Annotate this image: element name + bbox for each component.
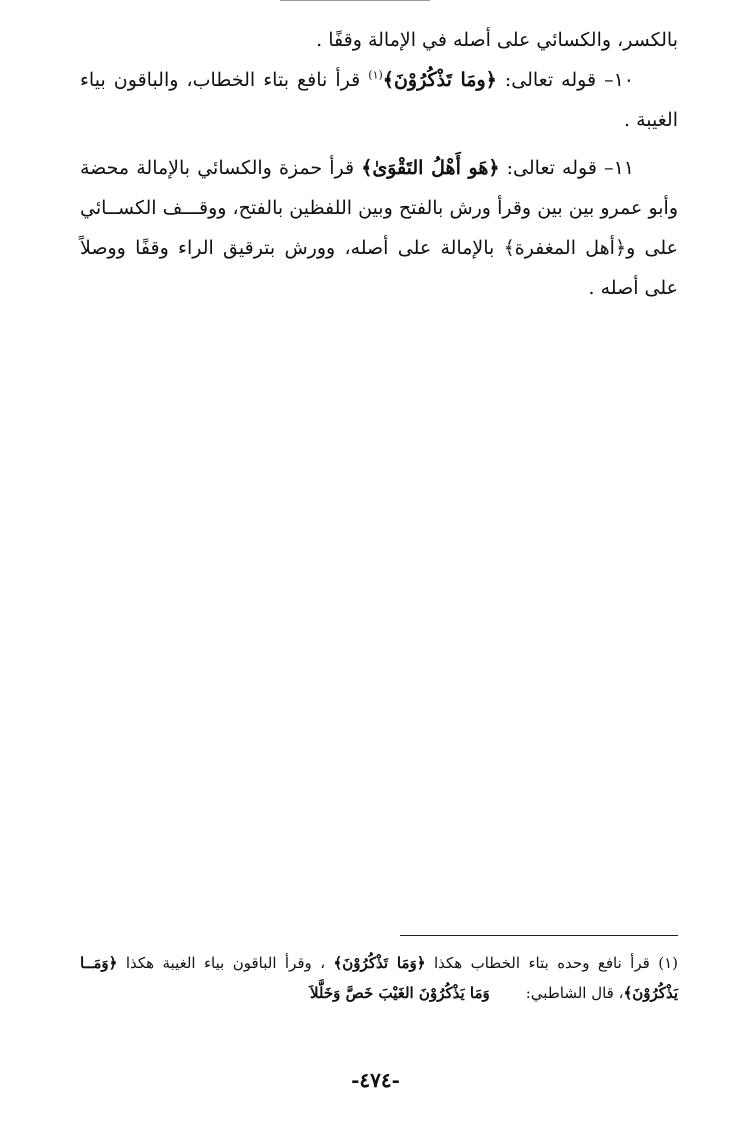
ornate-bracket-close: ﴾ xyxy=(382,69,394,91)
footnote-text-1: قرأ نافع وحده بتاء الخطاب هكذا xyxy=(425,954,659,972)
shatibi-verse: وَمَا يَذْكُرُوْنَ الغَيْبَ خَصَّ وَخَلَّلاَ xyxy=(309,984,490,1002)
item-10 xyxy=(80,60,678,140)
ornate-bracket-close: ﴾ xyxy=(333,954,343,972)
quoted-phrase: أهل المغفرة xyxy=(514,237,615,259)
ornate-bracket-open: ﴿ xyxy=(485,69,497,91)
main-text xyxy=(80,20,678,308)
ornate-bracket-close: ﴾ xyxy=(361,157,373,179)
ornate-bracket-open: ﴿ xyxy=(108,954,118,972)
footnote-text-2: ، وقرأ الباقون بياء الغيبة هكذا xyxy=(117,954,334,972)
quran-verse: ومَا تَذْكُرُوْنَ xyxy=(393,69,486,91)
ornate-bracket-open: ﴿ xyxy=(416,954,426,972)
item-11 xyxy=(80,148,678,308)
top-rule xyxy=(280,0,430,1)
footnote xyxy=(80,948,678,1008)
item-11-text-1: قرأ حمزة والكسائي بالإمالة محضة وأبو عمرو بين بين وقرأ ورش بالفتح وبين اللفظين بالفتح، ووقـــف الكســائي على و xyxy=(80,157,678,259)
item-10-text: قرأ نافع بتاء الخطاب، والباقون بياء الغيبة . xyxy=(80,69,678,131)
ornate-bracket-close: ﴾ xyxy=(503,237,515,259)
footnote-marker: (١) xyxy=(658,954,678,972)
ornate-bracket-open: ﴿ xyxy=(614,237,627,259)
page-number: -٤٧٤- xyxy=(351,1068,400,1092)
quran-verse-ghayba: وَمَــا يَذْكُرُوْنَ xyxy=(80,954,678,1002)
quran-verse: هَو أَهْلُ التَقْوَىٰ xyxy=(372,157,489,179)
carry-over-line: بالكسر، والكسائي على أصله في الإمالة وقفًا . xyxy=(316,29,678,51)
footnote-reference[interactable]: (١) xyxy=(368,68,383,82)
footnote-text-3: ، قال الشاطبي: xyxy=(525,984,624,1002)
quran-verse-khitab: وَمَا تَذْكُرُوْنَ xyxy=(342,954,417,972)
ornate-bracket-close: ﴾ xyxy=(623,984,633,1002)
footnote-paragraph xyxy=(80,948,678,1008)
item-11-prefix: ١١– قوله تعالى: xyxy=(499,157,634,179)
ornate-bracket-open: ﴿ xyxy=(488,157,500,179)
item-11-text-2: بالإمالة على أصله، وورش بترقيق الراء وقفًا ووصلاً على أصله . xyxy=(80,237,678,299)
footnote-separator xyxy=(400,935,678,936)
item-10-prefix: ١٠– قوله تعالى: xyxy=(496,69,635,91)
